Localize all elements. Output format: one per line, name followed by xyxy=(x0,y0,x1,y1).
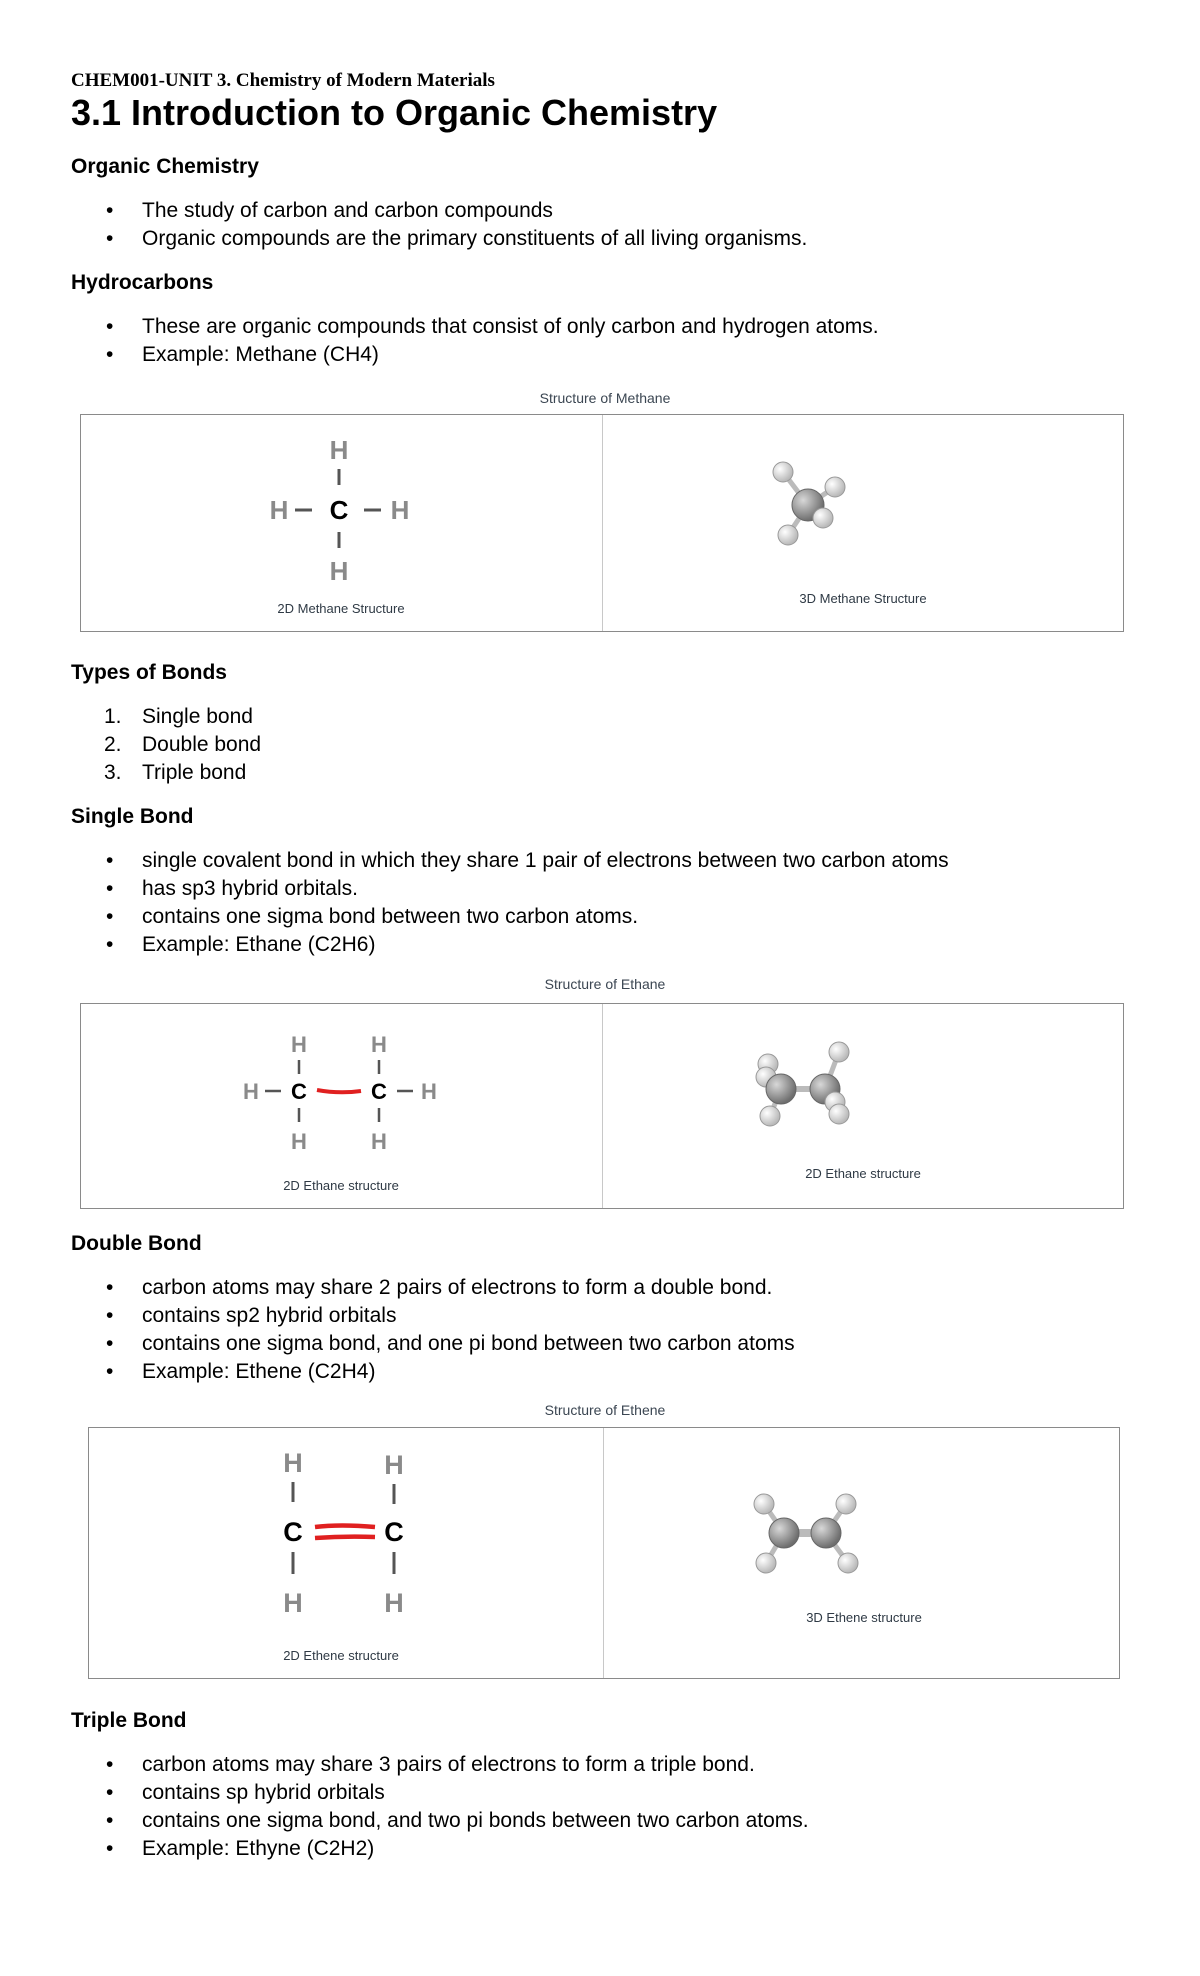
list-item: • contains one sigma bond, and one pi bond between two carbon atoms xyxy=(71,1330,795,1358)
bullet-marker: • xyxy=(106,315,114,338)
bullet-marker: • xyxy=(106,1781,114,1804)
list-item: • contains sp2 hybrid orbitals xyxy=(71,1302,795,1330)
hydrogen-atom-label: H xyxy=(291,1129,307,1154)
hydrogen-atom-label: H xyxy=(283,1448,303,1478)
list-item: • Example: Ethene (C2H4) xyxy=(71,1358,795,1386)
ethane-3d-label: 2D Ethane structure xyxy=(805,1166,921,1181)
hydrogen-atom-label: H xyxy=(384,1588,404,1618)
hydrogen-atom-label: H xyxy=(269,495,289,525)
hydrogen-atom-label: H xyxy=(243,1079,259,1104)
figure-caption-ethane: Structure of Ethane xyxy=(544,976,666,992)
list-item: 1. Single bond xyxy=(71,703,261,731)
carbon-atom-label: C xyxy=(283,1517,303,1547)
list-item: • Organic compounds are the primary constituents of all living organisms. xyxy=(71,225,807,253)
methane-2d-label: 2D Methane Structure xyxy=(277,601,405,616)
organic-bullet-list xyxy=(71,197,807,253)
course-header: CHEM001-UNIT 3. Chemistry of Modern Materials xyxy=(71,70,495,91)
single-bond-bullet-list xyxy=(71,847,949,959)
hydrogen-atom-label: H xyxy=(390,495,410,525)
list-item: • Example: Methane (CH4) xyxy=(71,341,879,369)
list-item: 2. Double bond xyxy=(71,731,261,759)
triple-bond-bullet-list xyxy=(71,1751,809,1863)
ethane-2d-label: 2D Ethane structure xyxy=(283,1178,399,1193)
ethene-2d-structure xyxy=(89,1428,601,1678)
number-marker: 3. xyxy=(104,761,122,784)
figure-caption-ethene: Structure of Ethene xyxy=(544,1402,666,1418)
hydrogen-atom-label: H xyxy=(329,556,349,586)
bullet-marker: • xyxy=(106,1360,114,1383)
section-heading-organic: Organic Chemistry xyxy=(71,155,259,178)
section-heading-types: Types of Bonds xyxy=(71,661,227,684)
ethene-figure xyxy=(88,1427,1120,1679)
list-item: • has sp3 hybrid orbitals. xyxy=(71,875,949,903)
list-item: • carbon atoms may share 2 pairs of electrons to form a double bond. xyxy=(71,1274,795,1302)
bullet-marker: • xyxy=(106,933,114,956)
hydrogen-atom-label: H xyxy=(371,1129,387,1154)
bond-types-list xyxy=(71,703,261,787)
bullet-marker: • xyxy=(106,343,114,366)
bullet-marker: • xyxy=(106,1304,114,1327)
ethene-3d-label: 3D Ethene structure xyxy=(806,1610,922,1625)
bullet-marker: • xyxy=(106,877,114,900)
page-title: 3.1 Introduction to Organic Chemistry xyxy=(71,92,718,133)
methane-3d-label: 3D Methane Structure xyxy=(799,591,927,606)
list-item: • single covalent bond in which they share 1 pair of electrons between two carbon atoms xyxy=(71,847,949,875)
double-bond-bullet-list xyxy=(71,1274,795,1386)
list-item: • contains sp hybrid orbitals xyxy=(71,1779,809,1807)
hydrocarbons-bullet-list xyxy=(71,313,879,369)
list-item: • Example: Ethyne (C2H2) xyxy=(71,1835,809,1863)
ethene-3d-model xyxy=(604,1428,1116,1678)
bullet-marker: • xyxy=(106,199,114,222)
bullet-marker: • xyxy=(106,905,114,928)
carbon-atom-label: C xyxy=(329,495,349,525)
carbon-atom-label: C xyxy=(384,1517,404,1547)
hydrogen-atom-label: H xyxy=(384,1450,404,1480)
list-item: • These are organic compounds that consist of only carbon and hydrogen atoms. xyxy=(71,313,879,341)
hydrogen-atom-label: H xyxy=(283,1588,303,1618)
methane-2d-structure xyxy=(81,415,601,631)
double-bond-highlight xyxy=(315,1537,375,1538)
bullet-marker: • xyxy=(106,1276,114,1299)
list-item: • contains one sigma bond between two carbon atoms. xyxy=(71,903,949,931)
number-marker: 1. xyxy=(104,705,122,728)
list-item: • contains one sigma bond, and two pi bonds between two carbon atoms. xyxy=(71,1807,809,1835)
section-heading-triple: Triple Bond xyxy=(71,1709,187,1732)
hydrogen-atom-label: H xyxy=(421,1079,437,1104)
section-heading-single: Single Bond xyxy=(71,805,194,828)
double-bond-highlight xyxy=(315,1526,375,1528)
bullet-marker: • xyxy=(106,227,114,250)
bullet-marker: • xyxy=(106,1837,114,1860)
ethene-2d-label: 2D Ethene structure xyxy=(283,1648,399,1663)
hydrogen-atom-label: H xyxy=(291,1032,307,1057)
bullet-marker: • xyxy=(106,1809,114,1832)
carbon-atom-label: C xyxy=(291,1079,307,1104)
hydrogen-atom-label: H xyxy=(329,435,349,465)
single-bond-highlight xyxy=(317,1090,361,1092)
ethane-figure xyxy=(80,1003,1124,1209)
section-heading-hydrocarbons: Hydrocarbons xyxy=(71,271,214,294)
bullet-marker: • xyxy=(106,1332,114,1355)
section-heading-double: Double Bond xyxy=(71,1232,202,1255)
list-item: 3. Triple bond xyxy=(71,759,261,787)
hydrogen-atom-label: H xyxy=(371,1032,387,1057)
carbon-atom-label: C xyxy=(371,1079,387,1104)
bullet-marker: • xyxy=(106,1753,114,1776)
number-marker: 2. xyxy=(104,733,122,756)
list-item: • Example: Ethane (C2H6) xyxy=(71,931,949,959)
methane-figure xyxy=(80,414,1124,632)
bullet-marker: • xyxy=(106,849,114,872)
figure-caption-methane: Structure of Methane xyxy=(539,390,671,406)
list-item: • The study of carbon and carbon compounds xyxy=(71,197,807,225)
list-item: • carbon atoms may share 3 pairs of electrons to form a triple bond. xyxy=(71,1751,809,1779)
